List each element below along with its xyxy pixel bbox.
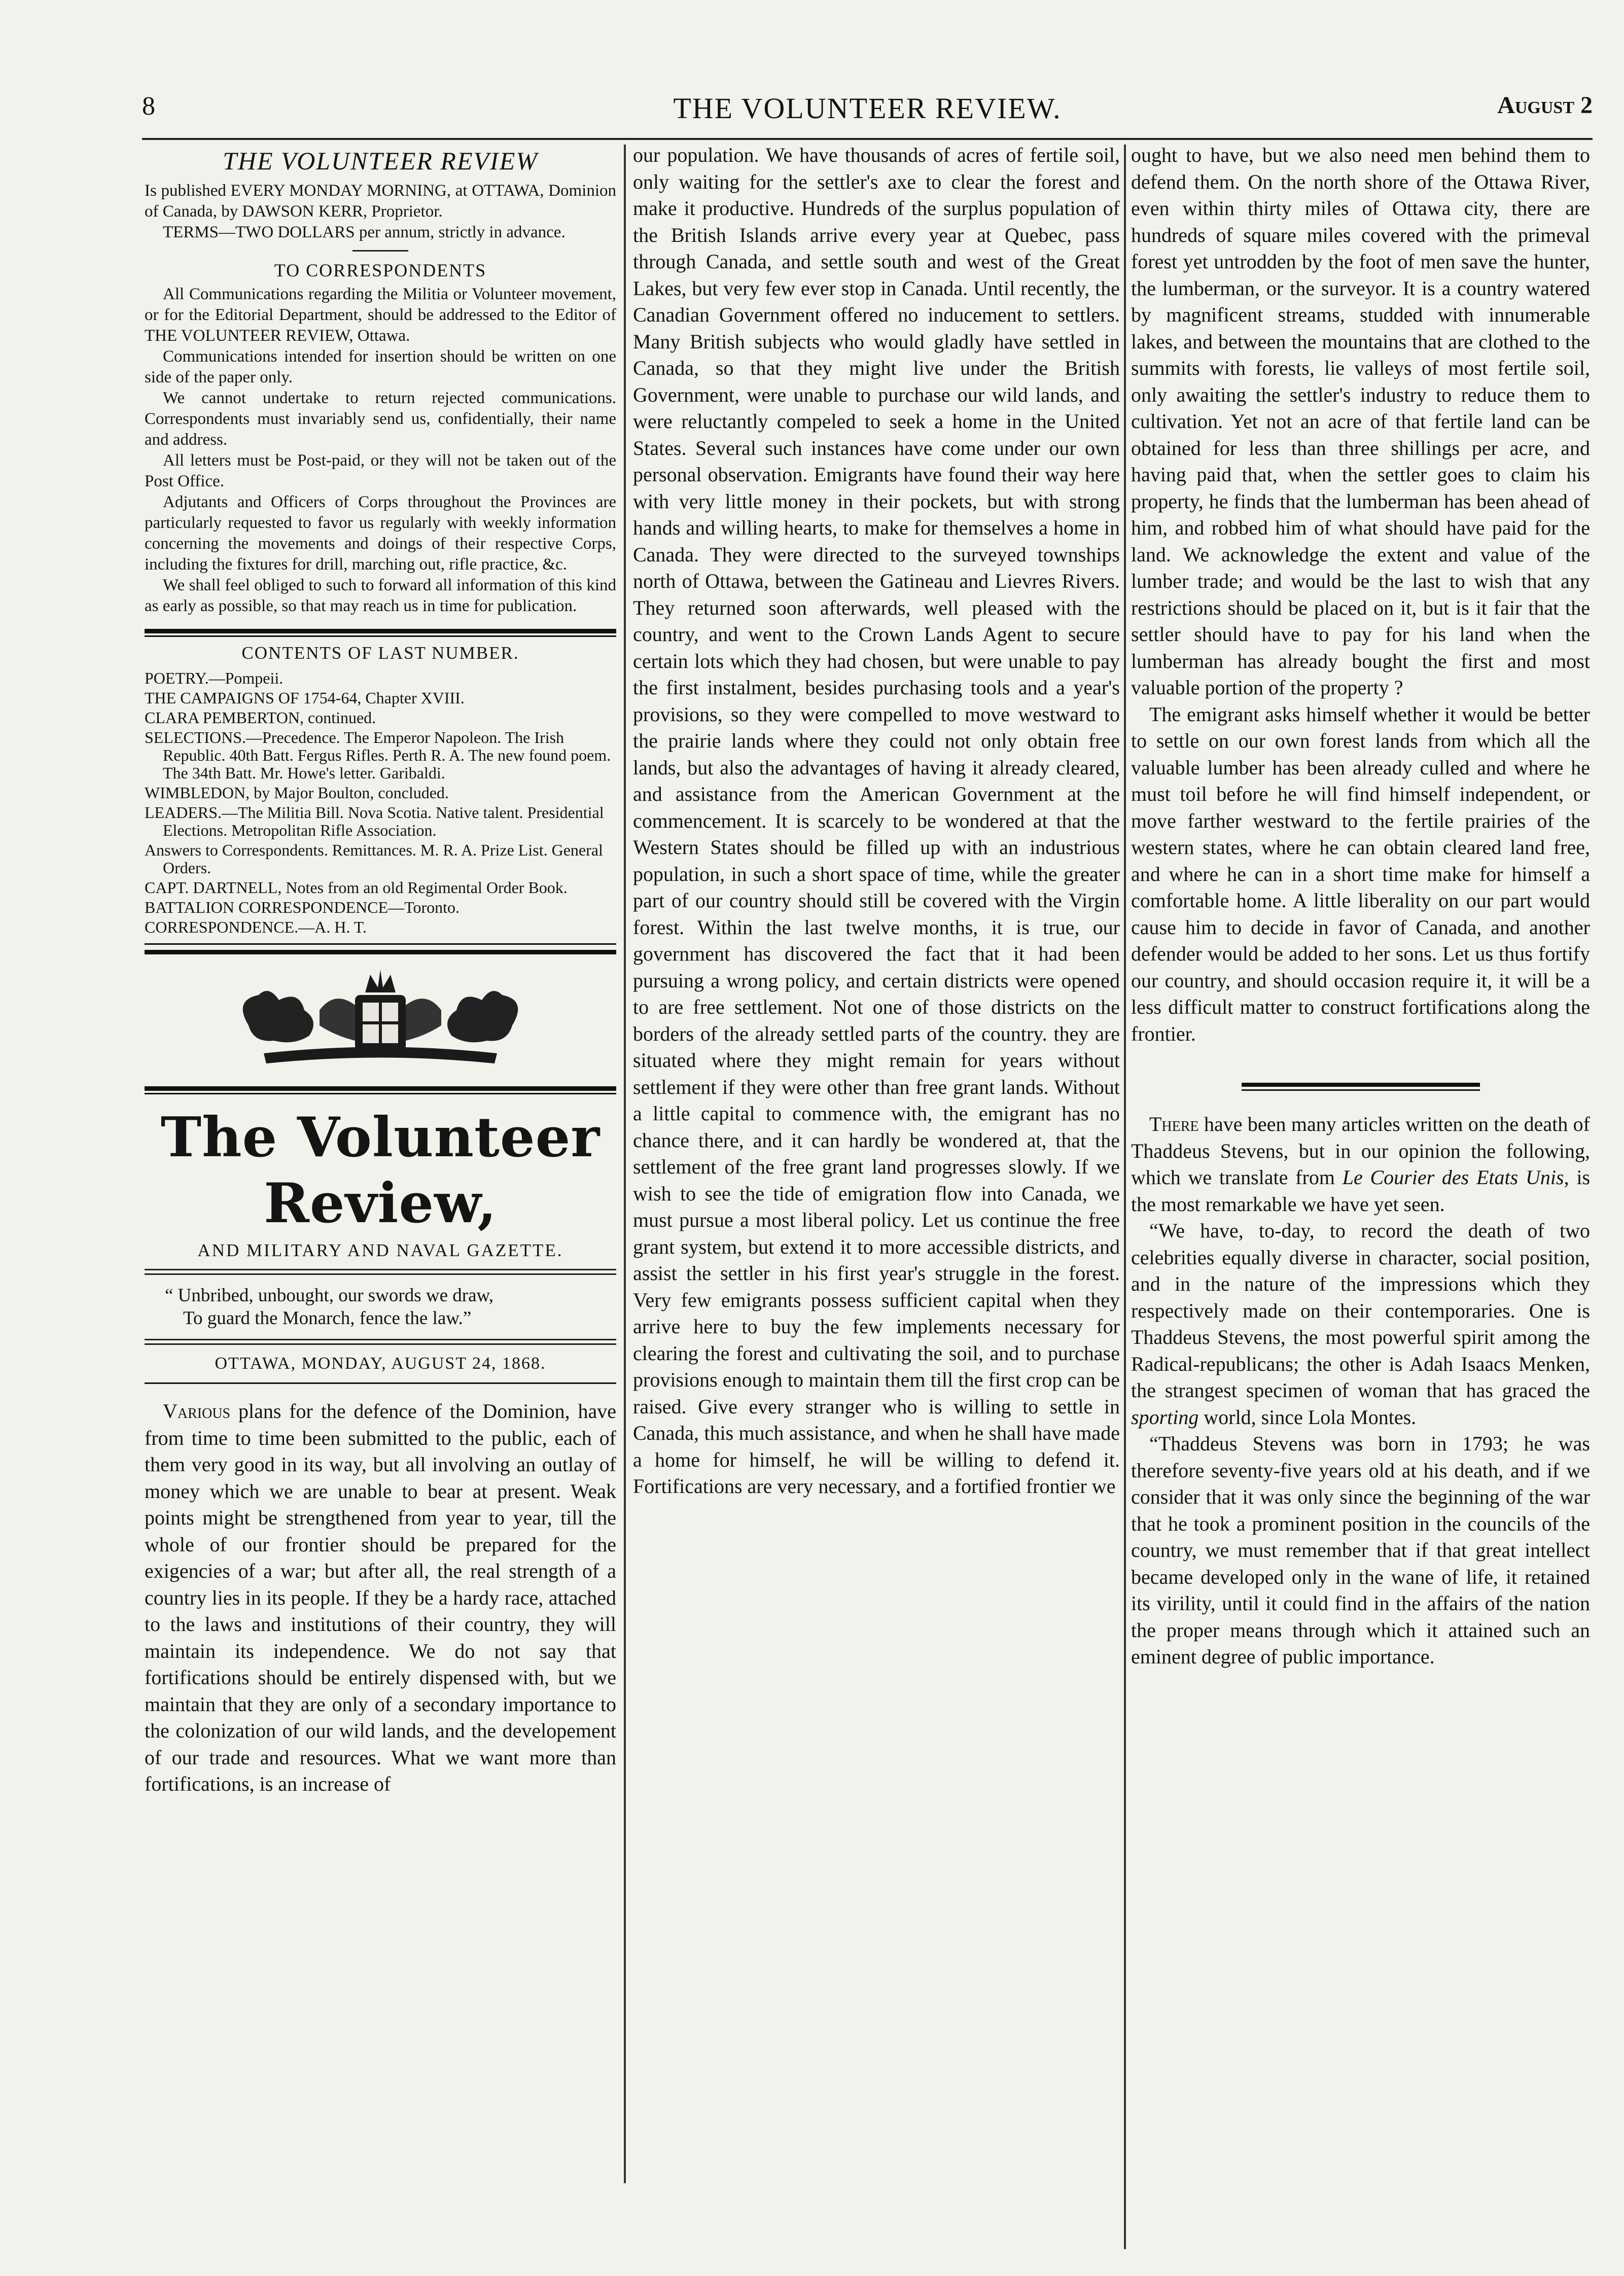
- masthead-rule-thin: [145, 1093, 616, 1094]
- motto-line: To guard the Monarch, fence the law.”: [183, 1308, 472, 1329]
- contents-item: Answers to Correspondents. Remittances. M. R. A. Prize List. General Orders.: [145, 841, 603, 877]
- issue-dateline: OTTAWA, MONDAY, AUGUST 24, 1868.: [215, 1354, 546, 1373]
- divider: [352, 250, 408, 252]
- masthead-divider: [145, 1339, 616, 1345]
- column-1: [145, 142, 616, 2252]
- source-title: Le Courier des Etats Unis: [1342, 1166, 1564, 1189]
- contents-rule-top: [145, 629, 616, 633]
- article-paragraph: our population. We have thousands of acres of fertile soil, only waiting for the settler's axe to clear the forest and make it productive. Hundreds of the surplus population of the British Islands arrive every year at Quebec, pass through Canada, and settle south and west of the Great Lakes, but very few ever stop in Canada. Until recently, the Canadian Government offered no inducement to settlers. Many British subjects who would gladly have settled in Canada, so that they might live under the British Government, were unable to purchase our wild lands, and were reluctantly compeled to seek a home in the United States. Several such instances have come under our own personal observation. Emigrants have found their way here with very little money in their pockets, but with strong hands and willing hearts, to make for themselves a home in Canada. They were directed to the surveyed townships north of Ottawa, between the Gatineau and Lievres Rivers. They returned soon afterwards, well pleased with the country, and went to the Crown Lands Agent to secure certain lots which they had chosen, but were unable to pay the first instalment, besides purchasing tools and a year's provisions, so they were compelled to move westward to the prairie lands where they could not only obtain free lands, but also the advantages of having it already cleared, and assistance from the American Government at the commencement. It is scarcely to be wondered at that the Western States should be filled up with an industrious population, in such a short space of time, while the greater part of our country should still be covered with the Virgin forest. Within the last twelve months, it is true, our government has discovered the fact that it had been pursuing a wrong policy, and certain districts were opened to are free settlement. Not one of those districts on the borders of the already settled parts of the country. they are situated where they might remain for years without settlement if they were other than free grant lands. Without a little capital to commence with, the emigrant has no chance there, and it can hardly be wondered at, that the settlement of the free grant land progresses slowly. If we wish to see the tide of emigration flow into Canada, we must pursue a most liberal policy. Let us continue the free grant system, but extend it to more accessible districts, and assist the settler in his first year's struggle in the forest. Very few emigrants possess sufficient capital when they arrive here to buy the few implements necessary for clearing the forest and cultivating the soil, and to purchase provisions enough to maintain them till the first crop can be raised. Give every stranger who is willing to settle in Canada, this much assistance, and when he shall have made a home for himself, he will be willing to defend it. Fortifications are very necessary, and a fortified frontier we: [633, 144, 1120, 1498]
- column-rule-right: [1124, 145, 1126, 2249]
- running-title: THE VOLUNTEER REVIEW.: [673, 92, 1062, 125]
- correspondents-notice: Communications intended for insertion should be written on one side of the paper only.: [145, 347, 616, 386]
- correspondents-notice: All letters must be Post-paid, or they will not be taken out of the Post Office.: [145, 451, 616, 490]
- article-paragraph: The emigrant asks himself whether it would be better to settle on our own forest lands from which all the valuable lumber has been already culled and where he must toil before he will find himself independent, or move farther westward to the fertile prairies of the western states, where he can obtain cleared land free, and where he can in a short time make for himself a comfortable home. A little liberality on our part would cause him to decide in favor of Canada, and another defender would be added to her sons. Let us thus fortify our country, and should occasion require it, it will be a less difficult matter to construct fortifications along the frontier.: [1131, 702, 1590, 1045]
- contents-rule-thin: [145, 635, 616, 637]
- contents-item: CAPT. DARTNELL, Notes from an old Regimental Order Book.: [145, 878, 568, 897]
- masthead-subtitle: AND MILITARY AND NAVAL GAZETTE.: [197, 1240, 563, 1260]
- motto-line: “ Unbribed, unbought, our swords we draw,: [165, 1285, 494, 1306]
- article-separator: [1242, 1083, 1480, 1091]
- article-paragraph: ought to have, but we also need men behind them to defend them. On the north shore of the Ottawa River, even within thirty miles of Ottawa city, there are hundreds of square miles covered with the primeval forest yet untrodden by the foot of men save the hunter, the lumberman, or the surveyor. It is a country watered by magnificent streams, studded with innumerable lakes, and between the mountains that are clothed to the summits with forests, lie valleys of most fertile soil, only awaiting the settler's industry to reduce them to cultivation. Yet not an acre of that fertile land can be obtained for less than three shillings per acre, and having paid that, when the settler goes to claim his property, he finds that the lumberman has been ahead of him, and robbed him of what should have paid for the land. We acknowledge the extent and value of the lumber trade; and would be the last to wish that any restrictions should be placed on it, but is it fair that the settler should have to pay for his land when the lumberman has already bought the first and most valuable portion of the property ?: [1131, 144, 1590, 699]
- article-text: plans for the defence of the Dominion, have from time to time been submitted to the public, each of them very good in its way, but all involving an outlay of money which we are unable to bear at present. Weak points might be strengthened from year to year, till the whole of our frontier should be prepared for the exigencies of a war; but after all, the real strength of a country lies in its people. If they be a hardy race, attached to the laws and institutions of their country, they will maintain its independence. We do not say that fortifications should be entirely dispensed with, but we maintain that they are only of a secondary importance to the colonization of our wild lands, and the developement of our trade and resources. What we want more than fortifications, is an increase of: [145, 1400, 616, 1795]
- article-paragraph: “We have, to-day, to record the death of two celebrities equally diverse in character, social position, and in the nature of the impressions which they respectively made on their contemporaries. One is Thaddeus Stevens, the most powerful spirit among the Radical-republicans; the other is Adah Isaacs Menken, the strangest specimen of woman that has graced the sporting world, since Lola Montes.: [1131, 1219, 1590, 1429]
- correspondents-notice: Adjutants and Officers of Corps throughout the Provinces are particularly requested to favor us regularly with weekly information concerning the movements and doings of their respective Corps, including the fixtures for drill, marching out, rifle practice, &c.: [145, 493, 616, 574]
- contents-item: BATTALION CORRESPONDENCE—Toronto.: [145, 898, 460, 916]
- royal-coat-of-arms-icon: [203, 965, 558, 1066]
- dateline-rule: [145, 1382, 616, 1384]
- page-header: [142, 91, 1593, 132]
- contents-rule-bottom: [145, 950, 616, 954]
- contents-item: CLARA PEMBERTON, continued.: [145, 708, 376, 727]
- article-paragraph: There have been many articles written on the death of Thaddeus Stevens, but in our opinion the following, which we translate from Le Courier des Etats Unis, is the most remarkable we have yet seen.: [1131, 1113, 1590, 1216]
- publication-notice: Is published EVERY MONDAY MORNING, at OTTAWA, Dominion of Canada, by DAWSON KERR, Proprietor.: [145, 182, 616, 221]
- masthead-divider: [145, 1269, 616, 1275]
- contents-rule-thin: [145, 943, 616, 945]
- header-date: August 2: [1497, 92, 1593, 119]
- contents-item: POETRY.—Pompeii.: [145, 669, 284, 687]
- article-paragraph: “Thaddeus Stevens was born in 1793; he was therefore seventy-five years old at his death, and if we consider that it was only since the beginning of the war that he took a prominent position in the councils of the country, we must remember that if that great intellect became developed only in the wane of life, it retained its virility, until it could find in the affairs of the nation the proper means through which it attained such an eminent degree of public importance.: [1131, 1432, 1590, 1668]
- correspondents-notice: We shall feel obliged to such to forward all information of this kind as early as possible, so that may reach us in time for publication.: [145, 576, 616, 615]
- contents-item: CORRESPONDENCE.—A. H. T.: [145, 918, 367, 936]
- article-paragraph: [145, 1398, 616, 1798]
- correspondents-notice: All Communications regarding the Militia or Volunteer movement, or for the Editorial Department, should be addressed to the Editor of THE VOLUNTEER REVIEW, Ottawa.: [145, 285, 616, 345]
- masthead-rule-top: [145, 1086, 616, 1091]
- correspondents-notice: We cannot undertake to return rejected communications. Correspondents must invariably send us, confidentially, their name and address.: [145, 389, 616, 449]
- page-number: 8: [142, 92, 155, 121]
- column-2: [633, 142, 1120, 2252]
- contents-item: WIMBLEDON, by Major Boulton, concluded.: [145, 784, 449, 802]
- header-rule: [142, 138, 1593, 140]
- article-lead-word: Various: [163, 1400, 231, 1422]
- contents-list: [145, 669, 616, 936]
- article-lead-word: There: [1149, 1113, 1199, 1135]
- masthead-title: The Volunteer Review,: [160, 1106, 601, 1235]
- contents-heading: CONTENTS OF LAST NUMBER.: [241, 643, 519, 663]
- publisher-box-title: THE VOLUNTEER REVIEW: [223, 147, 538, 175]
- correspondents-heading: TO CORRESPONDENTS: [274, 260, 487, 280]
- column-rule-left: [624, 145, 626, 2183]
- column-3: [1131, 142, 1590, 2252]
- masthead-motto: [145, 1284, 616, 1330]
- contents-item: SELECTIONS.—Precedence. The Emperor Napoleon. The Irish Republic. 40th Batt. Fergus Rifles. Perth R. A. The new found poem. The 34th Batt. Mr. Howe's letter. Garibaldi.: [145, 728, 611, 782]
- subscription-terms: TERMS—TWO DOLLARS per annum, strictly in advance.: [163, 223, 566, 241]
- contents-item: THE CAMPAIGNS OF 1754-64, Chapter XVIII.: [145, 689, 465, 707]
- contents-item: LEADERS.—The Militia Bill. Nova Scotia. Native talent. Presidential Elections. Metropolitan Rifle Association.: [145, 803, 604, 839]
